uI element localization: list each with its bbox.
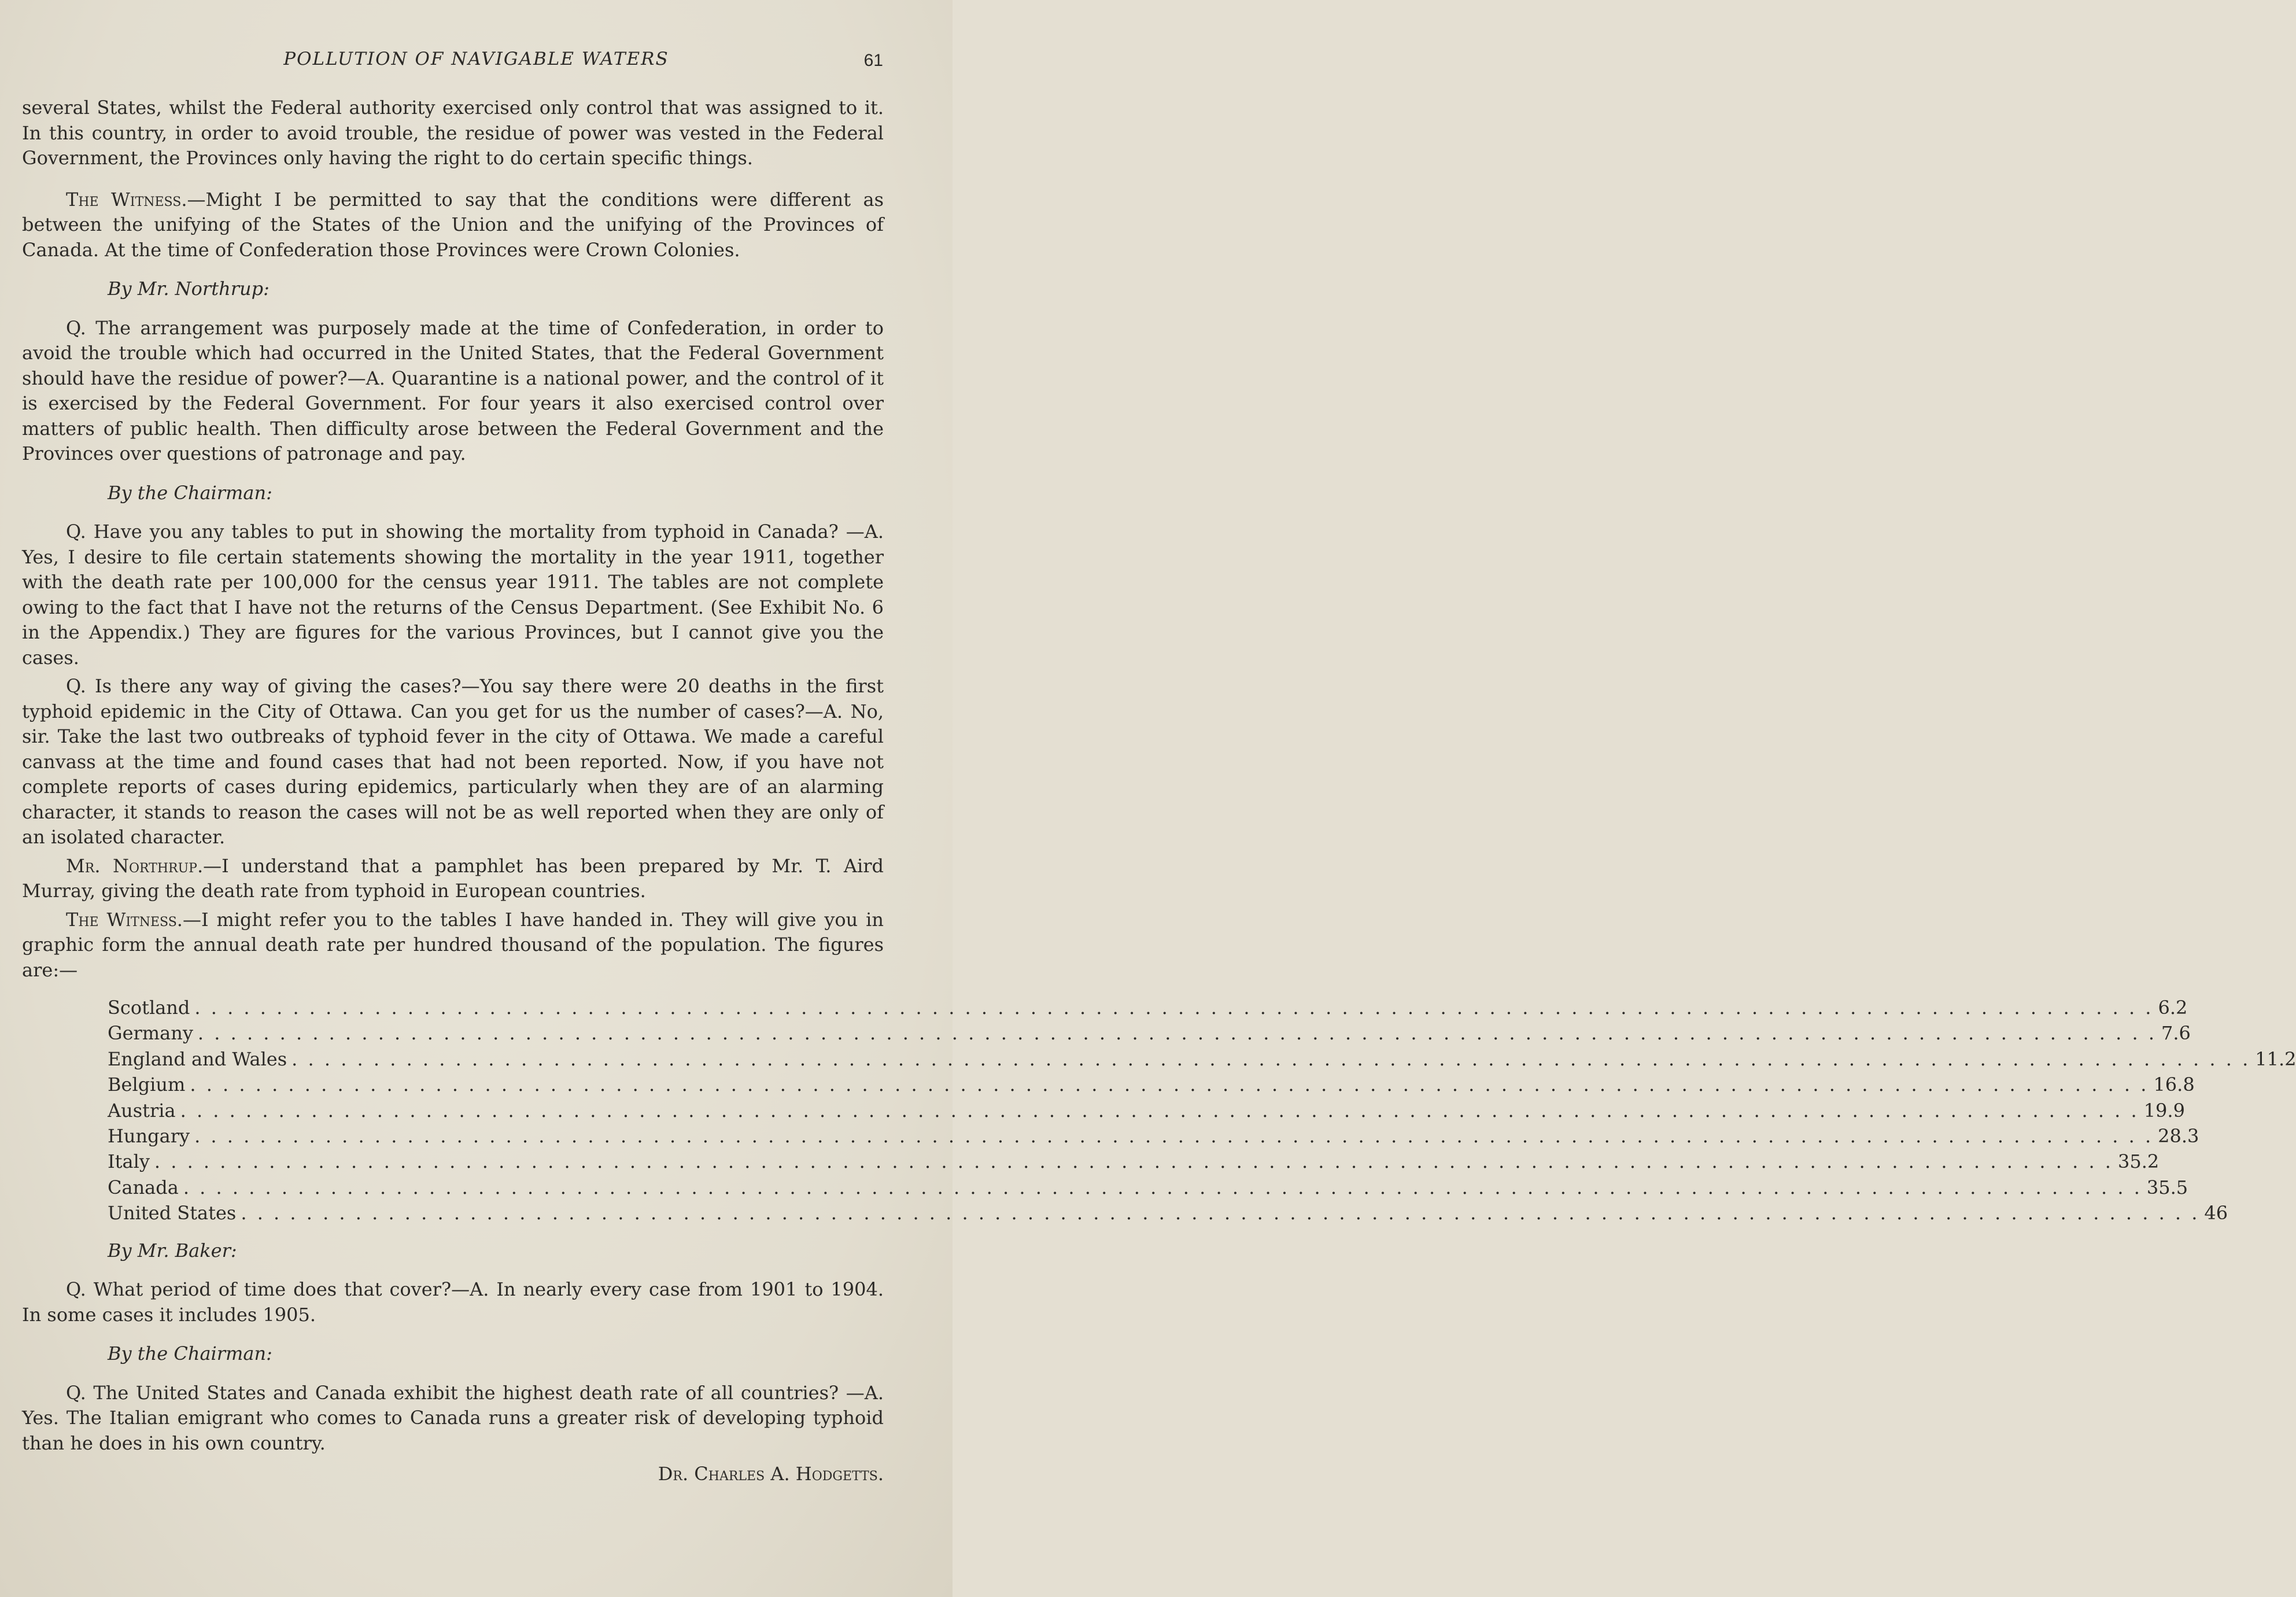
country-name: Belgium <box>108 1074 186 1096</box>
death-rate-table <box>108 995 2296 1227</box>
leader-dots: . . . . . . . . . . . . . . . . . . . . . . . . . . . . . . . . . . . . . . . . . . . . . . . . . . . . . . . . . . . . . . . . . . . . . . . . . . . . . . . . . . . . . . . . . . . . . . . . . . . . . . . . . . . . . . . . . . . . . . . . <box>291 1048 2251 1070</box>
table-row <box>108 1149 2160 1175</box>
paragraph-3: Q. The arrangement was purposely made at the time of Confederation, in order to avoid the trouble which had occurred in the United States, that the Federal Government should have the residue of power?—A. Quarantine is a national power, and the control of it is exercised by the Federal Government. For four years it also exercised control over matters of public health. Then difficulty arose between the Federal Government and the Provinces over questions of patronage and pay. <box>22 316 884 464</box>
speaker-heading-northrup: By Mr. Northrup: <box>108 278 270 300</box>
death-rate-value: 28.3 <box>2158 1124 2199 1147</box>
paragraph-text: —Might I be permitted to say that the conditions were different as between the unifying of the States of the Union and the unifying of the Provinces of Canada. At the time of Confederation those Provinces were Crown Colonies. <box>22 188 884 261</box>
speaker-heading-baker: By Mr. Baker: <box>108 1239 237 1262</box>
paragraph-1: several States, whilst the Federal authority exercised only control that was assigned to it. In this country, in order to avoid trouble, the residue of power was vested in the Federal Government, the Provinces only having the right to do certain specific things. <box>22 97 884 169</box>
country-name: Canada <box>108 1176 179 1198</box>
country-name: Germany <box>108 1022 193 1045</box>
running-title: POLLUTION OF NAVIGABLE WATERS <box>283 49 669 69</box>
leader-dots: . . . . . . . . . . . . . . . . . . . . . . . . . . . . . . . . . . . . . . . . . . . . . . . . . . . . . . . . . . . . . . . . . . . . . . . . . . . . . . . . . . . . . . . . . . . . . . . . . . . . . . . . . . . . . . . . . . . . . . . . <box>194 997 2154 1019</box>
death-rate-value: 35.5 <box>2146 1176 2188 1198</box>
leader-dots: . . . . . . . . . . . . . . . . . . . . . . . . . . . . . . . . . . . . . . . . . . . . . . . . . . . . . . . . . . . . . . . . . . . . . . . . . . . . . . . . . . . . . . . . . . . . . . . . . . . . . . . . . . . . . . . . . . . . . . . . <box>190 1074 2149 1096</box>
country-name: Austria <box>108 1099 176 1122</box>
country-name: United States <box>108 1202 237 1225</box>
table-row <box>108 995 2188 1021</box>
leader-dots: . . . . . . . . . . . . . . . . . . . . . . . . . . . . . . . . . . . . . . . . . . . . . . . . . . . . . . . . . . . . . . . . . . . . . . . . . . . . . . . . . . . . . . . . . . . . . . . . . . . . . . . . . . . . . . . . . . . . . . . . <box>183 1176 2142 1198</box>
death-rate-value: 19.9 <box>2143 1099 2185 1122</box>
table-row <box>108 1098 2185 1124</box>
paragraph-northrup <box>22 854 884 904</box>
death-rate-value: 46 <box>2204 1202 2228 1225</box>
speaker-heading-chairman-2: By the Chairman: <box>108 1342 272 1365</box>
table-row <box>108 1072 2195 1098</box>
leader-dots: . . . . . . . . . . . . . . . . . . . . . . . . . . . . . . . . . . . . . . . . . . . . . . . . . . . . . . . . . . . . . . . . . . . . . . . . . . . . . . . . . . . . . . . . . . . . . . . . . . . . . . . . . . . . . . . . . . . . . . . . <box>180 1099 2139 1122</box>
speaker-name: Mr. Northrup. <box>66 854 204 877</box>
death-rate-value: 16.8 <box>2153 1074 2195 1096</box>
leader-dots: . . . . . . . . . . . . . . . . . . . . . . . . . . . . . . . . . . . . . . . . . . . . . . . . . . . . . . . . . . . . . . . . . . . . . . . . . . . . . . . . . . . . . . . . . . . . . . . . . . . . . . . . . . . . . . . . . . . . . . . . <box>154 1150 2113 1173</box>
death-rate-value: 11.2 <box>2255 1048 2296 1070</box>
death-rate-value: 7.6 <box>2161 1022 2191 1045</box>
leader-dots: . . . . . . . . . . . . . . . . . . . . . . . . . . . . . . . . . . . . . . . . . . . . . . . . . . . . . . . . . . . . . . . . . . . . . . . . . . . . . . . . . . . . . . . . . . . . . . . . . . . . . . . . . . . . . . . . . . . . . . . . <box>241 1202 2200 1225</box>
death-rate-value: 6.2 <box>2158 997 2188 1019</box>
country-name: Italy <box>108 1150 150 1173</box>
leader-dots: . . . . . . . . . . . . . . . . . . . . . . . . . . . . . . . . . . . . . . . . . . . . . . . . . . . . . . . . . . . . . . . . . . . . . . . . . . . . . . . . . . . . . . . . . . . . . . . . . . . . . . . . . . . . . . . . . . . . . . . . <box>194 1124 2154 1147</box>
paragraph-text: —I understand that a pamphlet has been prepared by Mr. T. Aird Murray, giving the death rate from typhoid in European countries. <box>22 854 884 902</box>
leader-dots: . . . . . . . . . . . . . . . . . . . . . . . . . . . . . . . . . . . . . . . . . . . . . . . . . . . . . . . . . . . . . . . . . . . . . . . . . . . . . . . . . . . . . . . . . . . . . . . . . . . . . . . . . . . . . . . . . . . . . . . . <box>197 1022 2157 1045</box>
paragraph-5: Q. Is there any way of giving the cases?—You say there were 20 deaths in the first typhoid epidemic in the City of Ottawa. Can you get for us the number of cases?—A. No, sir. Take the last two outbreaks of typhoid fever in the city of Ottawa. We made a careful canvass at the time and found cases that had not been reported. Now, if you have not complete reports of cases during epidemics, particularly when they are of an alarming character, it stands to reason the cases will not be as well reported when they are only of an isolated character. <box>22 675 884 848</box>
page-header <box>0 49 953 72</box>
country-name: Hungary <box>108 1124 190 1147</box>
table-row <box>108 1021 2191 1046</box>
paragraph-witness-1 <box>22 187 884 263</box>
country-name: Scotland <box>108 997 190 1019</box>
table-row <box>108 1047 2296 1072</box>
speaker-name: The Witness. <box>66 908 183 931</box>
speaker-heading-chairman-1: By the Chairman: <box>108 481 272 504</box>
page-number: 61 <box>863 51 883 70</box>
page-body <box>22 95 2296 1487</box>
speaker-name: The Witness. <box>66 188 187 211</box>
table-row <box>108 1175 2188 1201</box>
signature: Dr. Charles A. Hodgetts. <box>658 1463 884 1485</box>
country-name: England and Wales <box>108 1048 287 1070</box>
table-row <box>108 1201 2228 1226</box>
paragraph-9: Q. The United States and Canada exhibit the highest death rate of all countries? —A. Yes. The Italian emigrant who comes to Canada runs a greater risk of developing typhoid than he does in his own country. <box>22 1381 884 1454</box>
paragraph-text: —I might refer you to the tables I have handed in. They will give you in graphic form the annual death rate per hundred thousand of the population. The figures are:— <box>22 908 884 981</box>
paragraph-8: Q. What period of time does that cover?—A. In nearly every case from 1901 to 1904. In some cases it includes 1905. <box>22 1278 884 1326</box>
paragraph-4: Q. Have you any tables to put in showing the mortality from typhoid in Canada? —A. Yes, I desire to file certain statements showing the mortality in the year 1911, together with the death rate per 100,000 for the census year 1911. The tables are not complete owing to the fact that I have not the returns of the Census Department. (See Exhibit No. 6 in the Appendix.) They are figures for the various Provinces, but I cannot give you the cases. <box>22 521 884 669</box>
table-row <box>108 1124 2199 1149</box>
death-rate-value: 35.2 <box>2117 1150 2160 1173</box>
paragraph-witness-2 <box>22 908 884 983</box>
